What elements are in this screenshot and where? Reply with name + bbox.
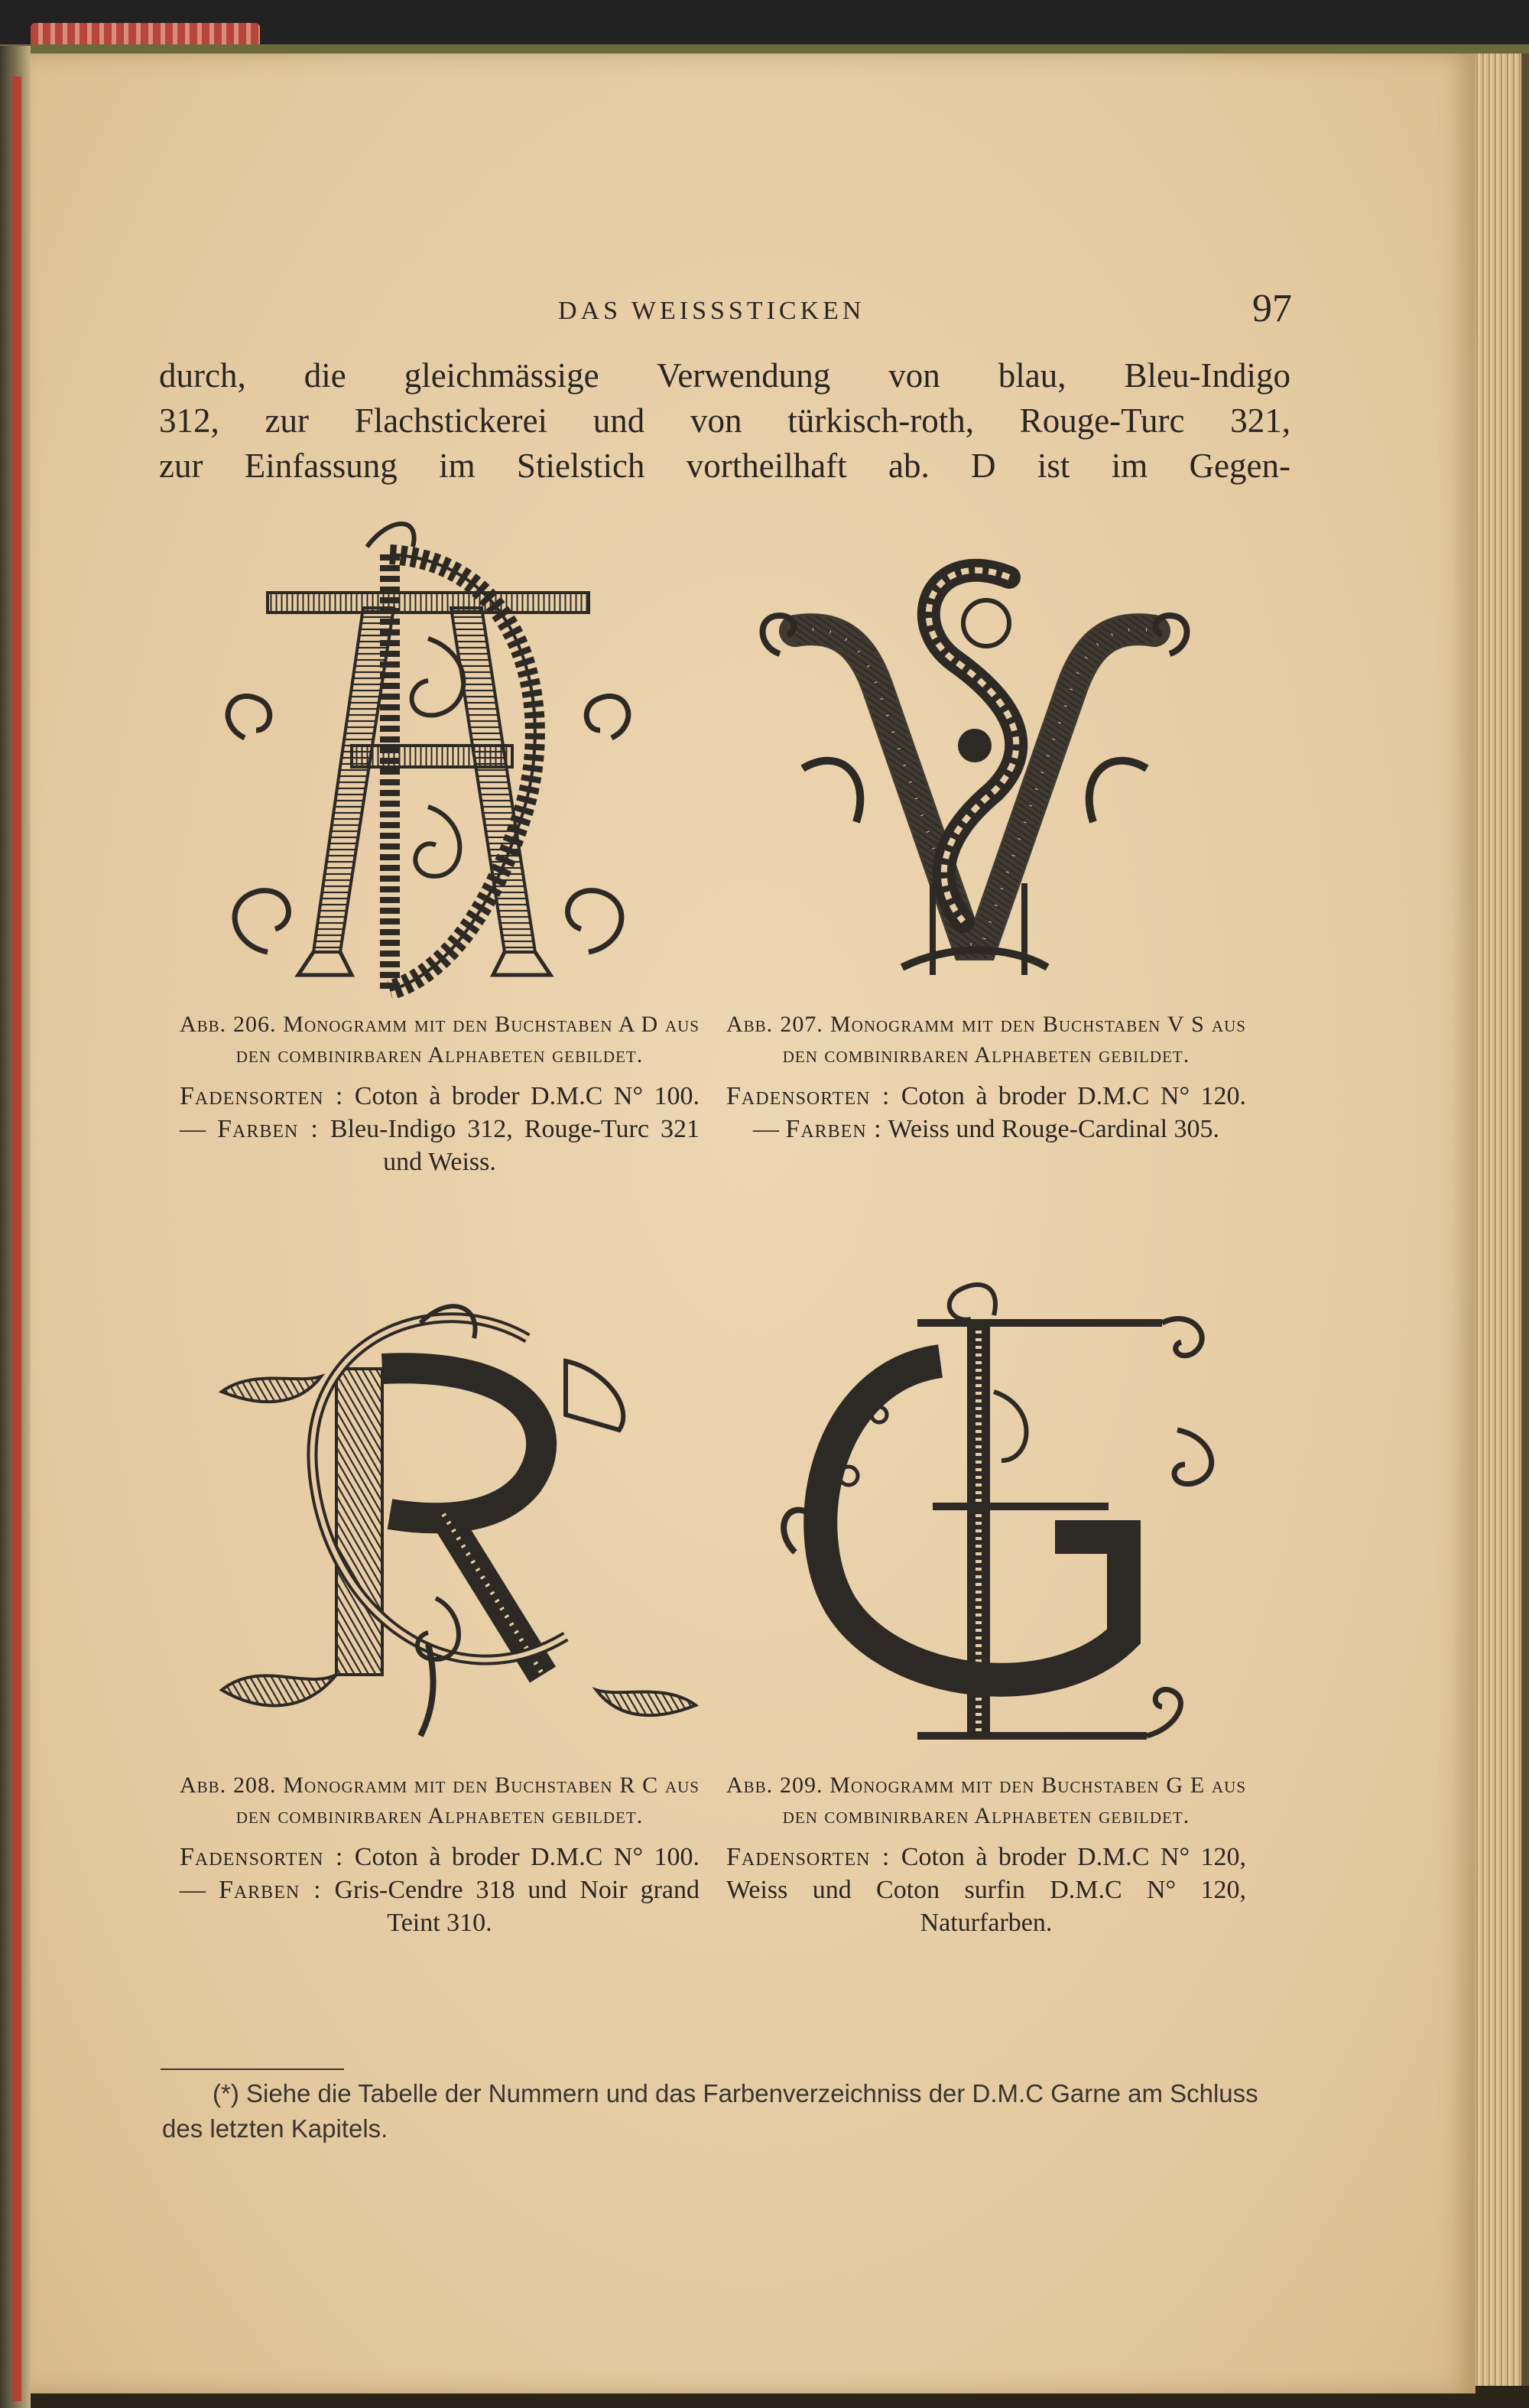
cover-edge — [1521, 54, 1529, 2386]
colors-text: Bleu-Indigo 312, Rouge-Turc 321 und Weiss. — [329, 1115, 700, 1176]
footnote-rule — [161, 2068, 344, 2070]
threads-label: Fadensorten : — [726, 1082, 891, 1110]
figure-caption-208 — [180, 1770, 700, 1939]
threads-text: Coton à broder D.M.C N° 100. — — [180, 1082, 700, 1143]
monogram-ge-illustration — [764, 1277, 1238, 1751]
monogram-rc-illustration — [206, 1277, 711, 1751]
caption-threads — [180, 1080, 700, 1178]
page-number: 97 — [1252, 287, 1292, 330]
running-head — [183, 283, 1292, 329]
book-top-edge — [0, 0, 1529, 60]
caption-title: Abb. 209. Monogramm mit den Buchstaben G E aus den combinirbaren Alphabeten gebildet. — [726, 1773, 1246, 1828]
threads-label: Fadensorten : — [180, 1843, 344, 1871]
figure-caption-209 — [726, 1770, 1246, 1939]
colors-label: Farben : — [218, 1876, 322, 1904]
monogram-ad-illustration — [199, 516, 657, 998]
monogram-vs-illustration — [734, 516, 1208, 998]
body-line: zur Einfassung im Stielstich vortheilhaft ab. D ist im Gegen- — [159, 447, 1290, 485]
caption-threads — [726, 1080, 1246, 1146]
book-page — [31, 54, 1475, 2393]
colors-text: Gris-Cendre 318 und Noir grand Teint 310. — [334, 1876, 700, 1937]
colors-label: Farben : — [785, 1115, 882, 1143]
threads-label: Fadensorten : — [726, 1843, 891, 1871]
figure-caption-207 — [726, 1009, 1246, 1146]
book-spine-edge — [0, 46, 31, 2408]
threads-text: Coton à broder D.M.C N° 100. — — [180, 1843, 700, 1904]
colors-text: Weiss und Rouge-Cardinal 305. — [888, 1115, 1220, 1143]
caption-threads — [726, 1841, 1246, 1939]
threads-text: Coton à broder D.M.C N° 120, Weiss und Coton surfin D.M.C N° 120, Naturfarben. — [726, 1843, 1246, 1937]
caption-title: Abb. 208. Monogramm mit den Buchstaben R C aus den combinirbaren Alphabeten gebildet. — [180, 1773, 700, 1828]
footnote: (*) Siehe die Tabelle der Nummern und das Farbenverzeichniss der D.M.C Garne am Schluss des letzten Kapitels. — [162, 2079, 1258, 2143]
spine-red-stripe — [12, 76, 21, 2401]
caption-threads — [180, 1841, 700, 1939]
colors-label: Farben : — [217, 1115, 319, 1143]
threads-label: Fadensorten : — [180, 1082, 344, 1110]
body-paragraph — [159, 353, 1290, 489]
body-line: 312, zur Flachstickerei und von türkisch-roth, Rouge-Turc 321, — [159, 401, 1290, 440]
page-stack-edge — [1468, 54, 1529, 2386]
figure-caption-206 — [180, 1009, 700, 1178]
caption-title: Abb. 207. Monogramm mit den Buchstaben V S aus den combinirbaren Alphabeten gebildet. — [726, 1012, 1246, 1068]
running-head-title: DAS WEISSSTICKEN — [558, 297, 865, 325]
threads-text: Coton à broder D.M.C N° 120. — — [752, 1082, 1246, 1143]
caption-title: Abb. 206. Monogramm mit den Buchstaben A D aus den combinirbaren Alphabeten gebildet. — [180, 1012, 700, 1068]
body-line: durch, die gleichmässige Verwendung von blau, Bleu-Indigo — [159, 356, 1290, 395]
